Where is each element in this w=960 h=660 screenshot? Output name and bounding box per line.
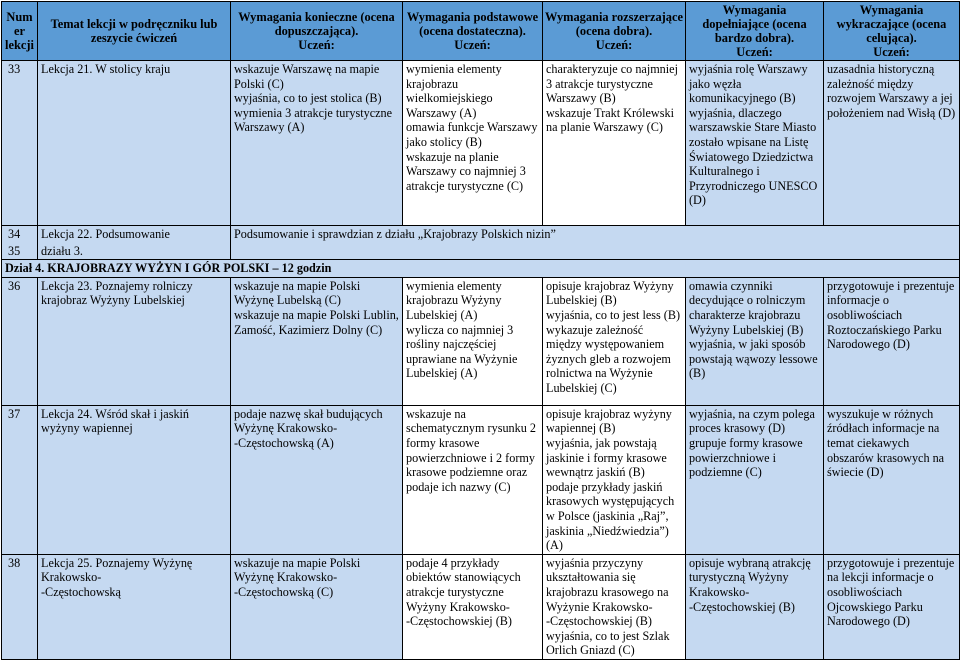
req-konieczne: wskazuje Warszawę na mapie Polski (C) wyjaśnia, co to jest stolica (B) wymienia 3 atrakcje turystyczne Warszawy (A) — [231, 61, 403, 226]
req-wykraczajace: przygotowuje i prezentuje informacje o osobliwościach Roztoczańskiego Parku Narodowego (D) — [824, 277, 960, 405]
header-dopelniajace: Wymagania dopełniające (ocena bardzo dobra). Uczeń: — [686, 2, 824, 61]
table-row — [2, 554, 960, 659]
req-podstawowe: wymienia elementy krajobrazu Wyżyny Lubelskiej (A) wylicza co najmniej 3 rośliny najczęściej uprawiane na Wyżynie Lubelskiej (A) — [403, 277, 543, 405]
req-dopelniajace: wyjaśnia, na czym polega proces krasowy (D) grupuje formy krasowe powierzchniowe i podziemne (C) — [686, 405, 824, 554]
lesson-number: 35 — [2, 243, 38, 260]
header-wykraczajace: Wymagania wykraczające (ocena celująca). Uczeń: — [824, 2, 960, 61]
req-podstawowe: wskazuje na schematycznym rysunku 2 formy krasowe powierzchniowe i 2 formy krasowe podziemne oraz podaje ich nazwy (C) — [403, 405, 543, 554]
table-row — [2, 61, 960, 226]
header-konieczne: Wymagania konieczne (ocena dopuszczająca). Uczeń: — [231, 2, 403, 61]
req-wykraczajace: wyszukuje w różnych źródłach informacje na temat ciekawych obszarów krasowych na świecie (D) — [824, 405, 960, 554]
lesson-topic: Lekcja 24. Wśród skał i jaskiń wyżyny wapiennej — [38, 405, 231, 554]
table-row — [2, 277, 960, 405]
header-topic: Temat lekcji w podręczniku lub zeszycie ćwiczeń — [38, 2, 231, 61]
lesson-topic: Lekcja 23. Poznajemy rolniczy krajobraz Wyżyny Lubelskiej — [38, 277, 231, 405]
req-rozszerzajace: opisuje krajobraz Wyżyny Lubelskiej (B) wyjaśnia, co to jest less (B) wykazuje zależność między występowaniem żyznych gleb a rozwojem rolnictwa na Wyżynie Lubelskiej (C) — [543, 277, 686, 405]
lesson-topic: Lekcja 22. Podsumowanie — [38, 226, 231, 243]
header-podstawowe: Wymagania podstawowe (ocena dostateczna). Uczeń: — [403, 2, 543, 61]
lesson-number: 36 — [2, 277, 38, 405]
lesson-number: 34 — [2, 226, 38, 243]
req-rozszerzajace: opisuje krajobraz wyżyny wapiennej (B) wyjaśnia, jak powstają jaskinie i formy krasowe wewnątrz jaskiń (B) podaje przykłady jaskiń krasowych występujących w Polsce (jaskinia „Raj”, jaskinia „Niedźwiedzia”) (A) — [543, 405, 686, 554]
lesson-topic: Lekcja 21. W stolicy kraju — [38, 61, 231, 226]
table-row — [2, 405, 960, 554]
summary-text: Podsumowanie i sprawdzian z działu „Krajobrazy Polskich nizin” — [231, 226, 960, 260]
req-wykraczajace: uzasadnia historyczną zależność między rozwojem Warszawy a jej położeniem nad Wisłą (D) — [824, 61, 960, 226]
header-row — [2, 2, 960, 61]
req-konieczne: wskazuje na mapie Polski Wyżynę Lubelską (C) wskazuje na mapie Polski Lublin, Zamość, Kazimierz Dolny (C) — [231, 277, 403, 405]
lesson-number: 33 — [2, 61, 38, 226]
section-row — [2, 260, 960, 278]
lesson-topic: Lekcja 25. Poznajemy Wyżynę Krakowsko- -Częstochowską — [38, 554, 231, 659]
req-dopelniajace: opisuje wybraną atrakcję turystyczną Wyżyny Krakowsko- -Częstochowskiej (B) — [686, 554, 824, 659]
req-dopelniajace: omawia czynniki decydujące o rolniczym charakterze krajobrazu Wyżyny Lubelskiej (B) wyjaśnia, w jaki sposób powstają wąwozy lessowe (B) — [686, 277, 824, 405]
req-konieczne: podaje nazwę skał budujących Wyżynę Krakowsko- -Częstochowską (A) — [231, 405, 403, 554]
summary-row — [2, 226, 960, 243]
req-rozszerzajace: wyjaśnia przyczyny ukształtowania się krajobrazu krasowego na Wyżynie Krakowsko- -Częstochowskiej (B) wyjaśnia, co to jest Szlak Orlich Gniazd (C) — [543, 554, 686, 659]
req-konieczne: wskazuje na mapie Polski Wyżynę Krakowsko- -Częstochowską (C) — [231, 554, 403, 659]
req-podstawowe: wymienia elementy krajobrazu wielkomiejskiego Warszawy (A) omawia funkcje Warszawy jako stolicy (B) wskazuje na planie Warszawy co najmniej 3 atrakcje turystyczne (C) — [403, 61, 543, 226]
section-title: Dział 4. KRAJOBRAZY WYŻYN I GÓR POLSKI – 12 godzin — [2, 260, 960, 278]
requirements-table — [1, 1, 960, 660]
header-rozszerzajace: Wymagania rozszerzające (ocena dobra). Uczeń: — [543, 2, 686, 61]
lesson-number: 38 — [2, 554, 38, 659]
lesson-topic: działu 3. — [38, 243, 231, 260]
req-podstawowe: podaje 4 przykłady obiektów stanowiących atrakcje turystyczne Wyżyny Krakowsko- -Częstochowskiej (B) — [403, 554, 543, 659]
req-dopelniajace: wyjaśnia rolę Warszawy jako węzła komunikacyjnego (B) wyjaśnia, dlaczego warszawskie Stare Miasto zostało wpisane na Listę Światowego Dziedzictwa Kulturalnego i Przyrodniczego UNESCO (D) — [686, 61, 824, 226]
req-wykraczajace: przygotowuje i prezentuje na lekcji informacje o osobliwościach Ojcowskiego Parku Narodowego (D) — [824, 554, 960, 659]
lesson-number: 37 — [2, 405, 38, 554]
header-number: Numer lekcji — [2, 2, 38, 61]
req-rozszerzajace: charakteryzuje co najmniej 3 atrakcje turystyczne Warszawy (B) wskazuje Trakt Królewski na planie Warszawy (C) — [543, 61, 686, 226]
